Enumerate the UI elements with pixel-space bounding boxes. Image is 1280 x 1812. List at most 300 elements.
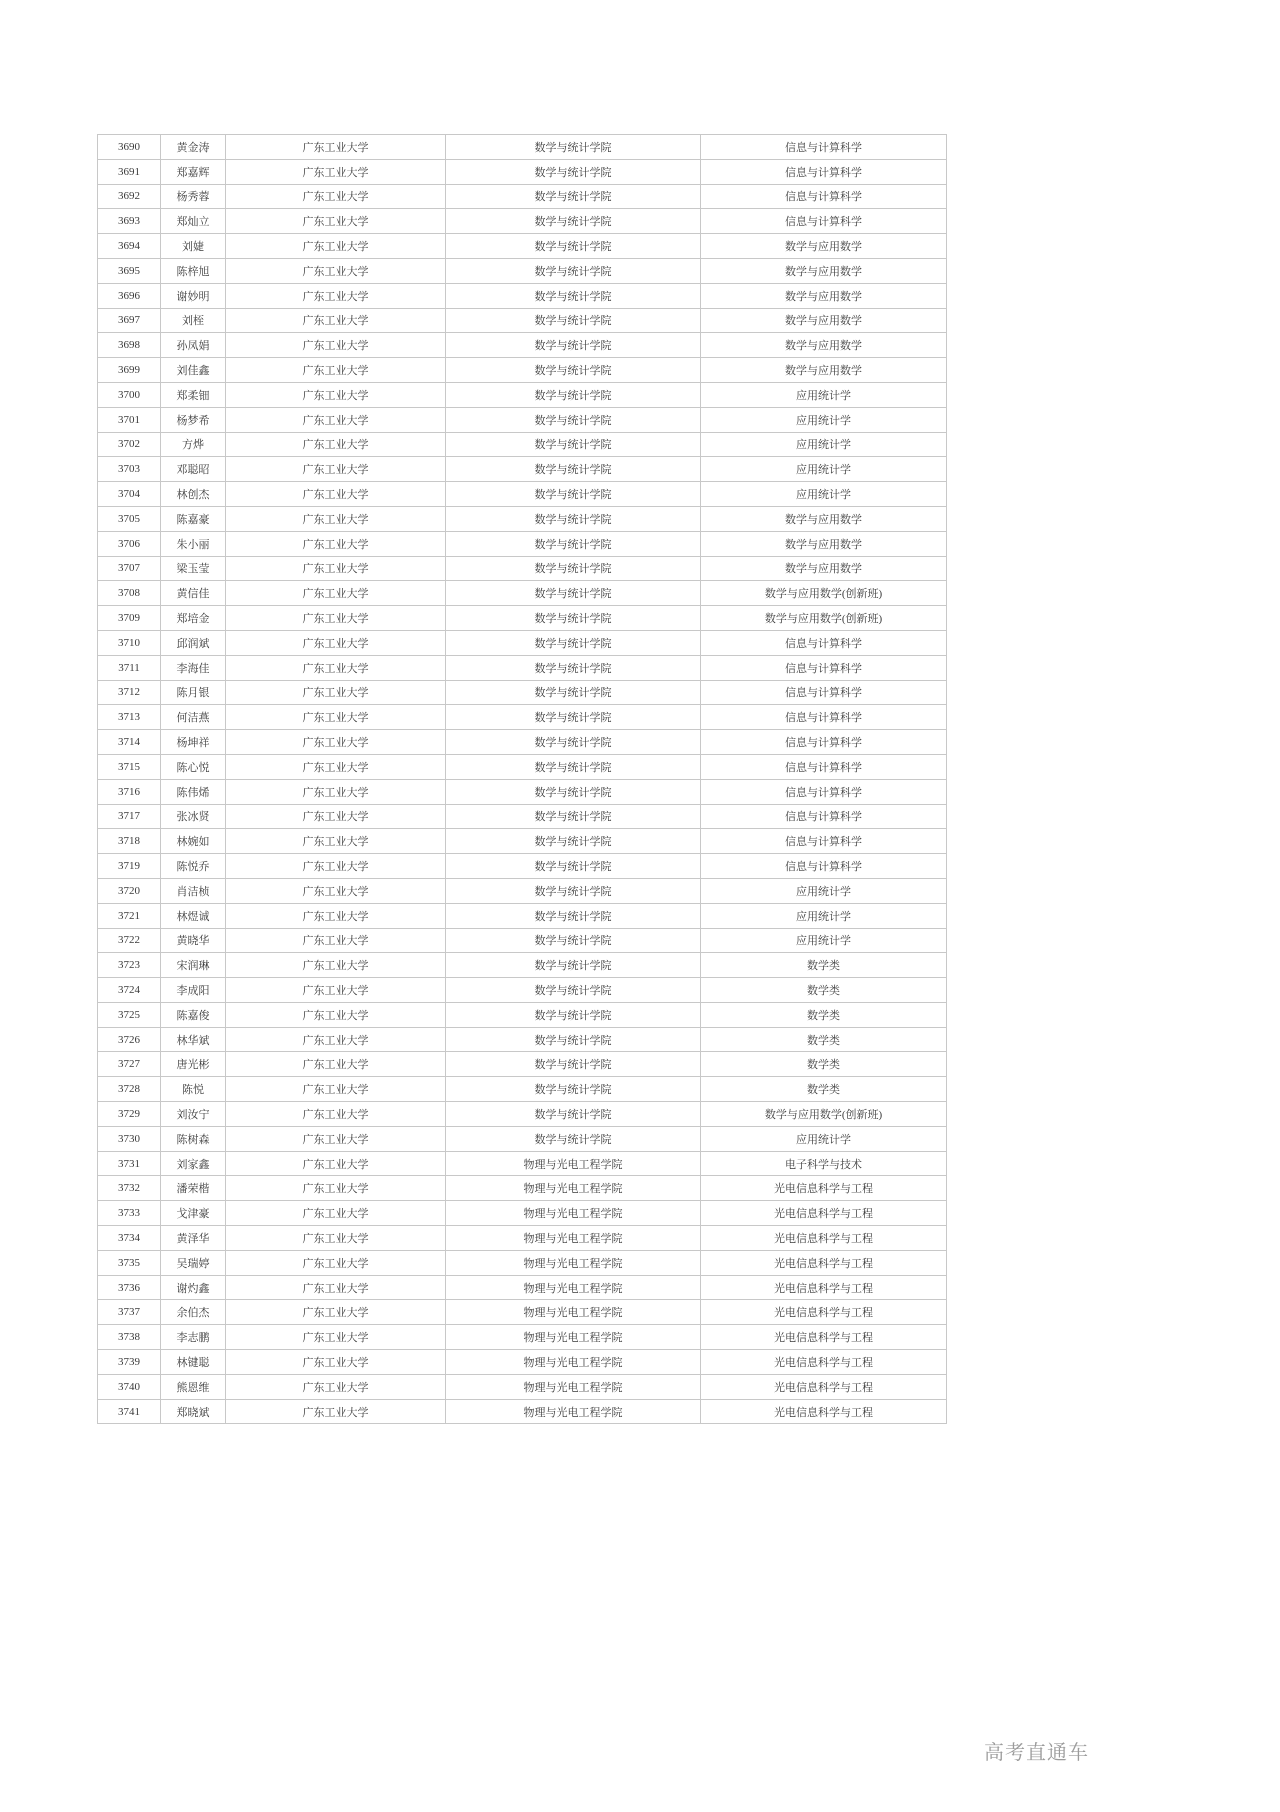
table-row [98, 283, 947, 308]
table-row [98, 457, 947, 482]
cell-name: 李成阳 [161, 978, 226, 1003]
cell-college: 数学与统计学院 [446, 1002, 701, 1027]
cell-major: 数学类 [701, 1077, 947, 1102]
table-row [98, 804, 947, 829]
cell-college: 数学与统计学院 [446, 829, 701, 854]
cell-university: 广东工业大学 [226, 407, 446, 432]
table-row [98, 382, 947, 407]
cell-id: 3701 [98, 407, 161, 432]
cell-name: 陈悦乔 [161, 854, 226, 879]
cell-university: 广东工业大学 [226, 234, 446, 259]
table-row [98, 705, 947, 730]
table-row [98, 234, 947, 259]
cell-college: 数学与统计学院 [446, 878, 701, 903]
cell-university: 广东工业大学 [226, 1250, 446, 1275]
cell-name: 林键聪 [161, 1350, 226, 1375]
cell-name: 刘汝宁 [161, 1102, 226, 1127]
cell-name: 孙凤娟 [161, 333, 226, 358]
cell-id: 3718 [98, 829, 161, 854]
cell-id: 3690 [98, 135, 161, 160]
cell-id: 3739 [98, 1350, 161, 1375]
cell-id: 3725 [98, 1002, 161, 1027]
cell-university: 广东工业大学 [226, 1300, 446, 1325]
table-row [98, 1374, 947, 1399]
student-roster-table [97, 134, 947, 1424]
cell-university: 广东工业大学 [226, 1027, 446, 1052]
cell-university: 广东工业大学 [226, 432, 446, 457]
table-row [98, 1176, 947, 1201]
cell-id: 3710 [98, 630, 161, 655]
cell-id: 3704 [98, 482, 161, 507]
cell-name: 陈树森 [161, 1126, 226, 1151]
table-row [98, 407, 947, 432]
cell-id: 3700 [98, 382, 161, 407]
cell-major: 应用统计学 [701, 903, 947, 928]
cell-id: 3702 [98, 432, 161, 457]
cell-university: 广东工业大学 [226, 382, 446, 407]
table-row [98, 432, 947, 457]
cell-name: 肖洁桢 [161, 878, 226, 903]
cell-major: 光电信息科学与工程 [701, 1226, 947, 1251]
cell-name: 谢妙明 [161, 283, 226, 308]
table-row [98, 358, 947, 383]
table-row [98, 754, 947, 779]
cell-name: 谢灼鑫 [161, 1275, 226, 1300]
cell-college: 物理与光电工程学院 [446, 1275, 701, 1300]
table-row [98, 1077, 947, 1102]
cell-major: 信息与计算科学 [701, 804, 947, 829]
cell-id: 3693 [98, 209, 161, 234]
cell-college: 数学与统计学院 [446, 1027, 701, 1052]
cell-id: 3703 [98, 457, 161, 482]
cell-university: 广东工业大学 [226, 457, 446, 482]
cell-college: 物理与光电工程学院 [446, 1176, 701, 1201]
cell-major: 数学与应用数学(创新班) [701, 606, 947, 631]
cell-university: 广东工业大学 [226, 705, 446, 730]
cell-id: 3734 [98, 1226, 161, 1251]
cell-university: 广东工业大学 [226, 1201, 446, 1226]
cell-major: 信息与计算科学 [701, 854, 947, 879]
cell-college: 数学与统计学院 [446, 457, 701, 482]
cell-id: 3711 [98, 655, 161, 680]
cell-name: 杨坤祥 [161, 730, 226, 755]
cell-university: 广东工业大学 [226, 878, 446, 903]
cell-major: 光电信息科学与工程 [701, 1176, 947, 1201]
cell-id: 3741 [98, 1399, 161, 1424]
cell-major: 数学类 [701, 978, 947, 1003]
cell-college: 数学与统计学院 [446, 854, 701, 879]
cell-major: 数学与应用数学(创新班) [701, 581, 947, 606]
cell-id: 3714 [98, 730, 161, 755]
cell-id: 3713 [98, 705, 161, 730]
cell-university: 广东工业大学 [226, 730, 446, 755]
cell-major: 应用统计学 [701, 482, 947, 507]
cell-college: 数学与统计学院 [446, 606, 701, 631]
cell-id: 3720 [98, 878, 161, 903]
cell-university: 广东工业大学 [226, 754, 446, 779]
cell-college: 物理与光电工程学院 [446, 1300, 701, 1325]
cell-college: 数学与统计学院 [446, 630, 701, 655]
cell-university: 广东工业大学 [226, 1176, 446, 1201]
cell-name: 陈月银 [161, 680, 226, 705]
cell-id: 3730 [98, 1126, 161, 1151]
table-row [98, 928, 947, 953]
table-row [98, 1399, 947, 1424]
cell-major: 信息与计算科学 [701, 135, 947, 160]
table-row [98, 1002, 947, 1027]
cell-name: 刘桎 [161, 308, 226, 333]
cell-name: 杨秀蓉 [161, 184, 226, 209]
cell-id: 3705 [98, 506, 161, 531]
cell-university: 广东工业大学 [226, 804, 446, 829]
cell-university: 广东工业大学 [226, 283, 446, 308]
cell-id: 3717 [98, 804, 161, 829]
cell-major: 光电信息科学与工程 [701, 1350, 947, 1375]
table-row [98, 978, 947, 1003]
cell-college: 物理与光电工程学院 [446, 1151, 701, 1176]
cell-college: 数学与统计学院 [446, 159, 701, 184]
cell-name: 潘荣楷 [161, 1176, 226, 1201]
cell-name: 李海佳 [161, 655, 226, 680]
cell-university: 广东工业大学 [226, 159, 446, 184]
cell-major: 应用统计学 [701, 457, 947, 482]
cell-id: 3712 [98, 680, 161, 705]
table-row [98, 1250, 947, 1275]
cell-major: 数学与应用数学 [701, 556, 947, 581]
cell-college: 数学与统计学院 [446, 482, 701, 507]
cell-major: 应用统计学 [701, 407, 947, 432]
cell-name: 郑柔钿 [161, 382, 226, 407]
cell-name: 陈梓旭 [161, 258, 226, 283]
cell-college: 数学与统计学院 [446, 655, 701, 680]
cell-name: 林婉如 [161, 829, 226, 854]
cell-id: 3708 [98, 581, 161, 606]
cell-major: 光电信息科学与工程 [701, 1300, 947, 1325]
cell-name: 梁玉莹 [161, 556, 226, 581]
cell-university: 广东工业大学 [226, 531, 446, 556]
cell-name: 黄信佳 [161, 581, 226, 606]
cell-college: 数学与统计学院 [446, 1102, 701, 1127]
table-row [98, 506, 947, 531]
table-row [98, 1325, 947, 1350]
cell-id: 3698 [98, 333, 161, 358]
cell-major: 数学与应用数学 [701, 531, 947, 556]
table-row [98, 630, 947, 655]
cell-major: 应用统计学 [701, 878, 947, 903]
cell-name: 郑培金 [161, 606, 226, 631]
cell-name: 邱润斌 [161, 630, 226, 655]
cell-major: 信息与计算科学 [701, 680, 947, 705]
cell-university: 广东工业大学 [226, 1002, 446, 1027]
cell-university: 广东工业大学 [226, 1052, 446, 1077]
cell-university: 广东工业大学 [226, 556, 446, 581]
table-row [98, 878, 947, 903]
table-row [98, 1027, 947, 1052]
cell-major: 数学与应用数学 [701, 308, 947, 333]
cell-name: 李志鹏 [161, 1325, 226, 1350]
cell-college: 数学与统计学院 [446, 705, 701, 730]
cell-college: 数学与统计学院 [446, 135, 701, 160]
cell-id: 3715 [98, 754, 161, 779]
cell-name: 方烨 [161, 432, 226, 457]
cell-college: 数学与统计学院 [446, 432, 701, 457]
cell-college: 数学与统计学院 [446, 730, 701, 755]
table-row [98, 482, 947, 507]
table-row [98, 829, 947, 854]
table-row [98, 779, 947, 804]
cell-college: 数学与统计学院 [446, 1126, 701, 1151]
cell-major: 应用统计学 [701, 432, 947, 457]
cell-major: 数学类 [701, 953, 947, 978]
table-row [98, 581, 947, 606]
cell-college: 物理与光电工程学院 [446, 1399, 701, 1424]
cell-id: 3695 [98, 258, 161, 283]
cell-name: 黄晓华 [161, 928, 226, 953]
table-row [98, 209, 947, 234]
cell-name: 陈嘉俊 [161, 1002, 226, 1027]
cell-name: 黄泽华 [161, 1226, 226, 1251]
cell-university: 广东工业大学 [226, 779, 446, 804]
cell-major: 电子科学与技术 [701, 1151, 947, 1176]
cell-major: 数学类 [701, 1002, 947, 1027]
cell-college: 数学与统计学院 [446, 928, 701, 953]
cell-id: 3728 [98, 1077, 161, 1102]
cell-university: 广东工业大学 [226, 1350, 446, 1375]
cell-major: 数学与应用数学 [701, 358, 947, 383]
cell-id: 3735 [98, 1250, 161, 1275]
cell-college: 数学与统计学院 [446, 581, 701, 606]
cell-university: 广东工业大学 [226, 854, 446, 879]
cell-major: 信息与计算科学 [701, 754, 947, 779]
cell-major: 数学类 [701, 1052, 947, 1077]
table-row [98, 135, 947, 160]
cell-id: 3716 [98, 779, 161, 804]
table-row [98, 1052, 947, 1077]
cell-university: 广东工业大学 [226, 1374, 446, 1399]
cell-major: 信息与计算科学 [701, 184, 947, 209]
table-row [98, 184, 947, 209]
cell-college: 物理与光电工程学院 [446, 1374, 701, 1399]
cell-university: 广东工业大学 [226, 829, 446, 854]
cell-id: 3692 [98, 184, 161, 209]
cell-university: 广东工业大学 [226, 1126, 446, 1151]
cell-name: 唐光彬 [161, 1052, 226, 1077]
cell-id: 3726 [98, 1027, 161, 1052]
cell-major: 光电信息科学与工程 [701, 1250, 947, 1275]
cell-college: 数学与统计学院 [446, 1077, 701, 1102]
cell-major: 数学与应用数学 [701, 506, 947, 531]
cell-id: 3706 [98, 531, 161, 556]
cell-university: 广东工业大学 [226, 184, 446, 209]
table-row [98, 333, 947, 358]
cell-university: 广东工业大学 [226, 928, 446, 953]
table-row [98, 159, 947, 184]
cell-university: 广东工业大学 [226, 1226, 446, 1251]
cell-name: 宋润琳 [161, 953, 226, 978]
cell-major: 数学与应用数学 [701, 333, 947, 358]
cell-major: 应用统计学 [701, 382, 947, 407]
cell-id: 3736 [98, 1275, 161, 1300]
cell-name: 郑灿立 [161, 209, 226, 234]
cell-name: 郑嘉辉 [161, 159, 226, 184]
cell-id: 3731 [98, 1151, 161, 1176]
cell-major: 数学与应用数学 [701, 283, 947, 308]
cell-major: 数学与应用数学 [701, 234, 947, 259]
table-row [98, 655, 947, 680]
cell-id: 3738 [98, 1325, 161, 1350]
cell-college: 物理与光电工程学院 [446, 1250, 701, 1275]
cell-name: 张冰贤 [161, 804, 226, 829]
cell-university: 广东工业大学 [226, 1151, 446, 1176]
cell-name: 吴瑞婷 [161, 1250, 226, 1275]
cell-university: 广东工业大学 [226, 358, 446, 383]
cell-university: 广东工业大学 [226, 606, 446, 631]
cell-id: 3694 [98, 234, 161, 259]
cell-university: 广东工业大学 [226, 630, 446, 655]
cell-college: 数学与统计学院 [446, 754, 701, 779]
cell-name: 余伯杰 [161, 1300, 226, 1325]
cell-university: 广东工业大学 [226, 333, 446, 358]
cell-college: 数学与统计学院 [446, 779, 701, 804]
cell-major: 光电信息科学与工程 [701, 1325, 947, 1350]
cell-university: 广东工业大学 [226, 135, 446, 160]
cell-id: 3733 [98, 1201, 161, 1226]
table-row [98, 1201, 947, 1226]
cell-university: 广东工业大学 [226, 482, 446, 507]
cell-id: 3740 [98, 1374, 161, 1399]
cell-name: 陈心悦 [161, 754, 226, 779]
table-row [98, 606, 947, 631]
cell-name: 戈津豪 [161, 1201, 226, 1226]
cell-college: 数学与统计学院 [446, 1052, 701, 1077]
cell-name: 熊恩维 [161, 1374, 226, 1399]
cell-major: 信息与计算科学 [701, 630, 947, 655]
cell-university: 广东工业大学 [226, 258, 446, 283]
cell-college: 物理与光电工程学院 [446, 1226, 701, 1251]
cell-id: 3732 [98, 1176, 161, 1201]
cell-major: 数学与应用数学 [701, 258, 947, 283]
cell-major: 光电信息科学与工程 [701, 1275, 947, 1300]
cell-college: 数学与统计学院 [446, 407, 701, 432]
cell-college: 数学与统计学院 [446, 382, 701, 407]
cell-university: 广东工业大学 [226, 308, 446, 333]
cell-university: 广东工业大学 [226, 1102, 446, 1127]
cell-college: 数学与统计学院 [446, 556, 701, 581]
table-row [98, 1350, 947, 1375]
cell-name: 刘婕 [161, 234, 226, 259]
cell-university: 广东工业大学 [226, 1325, 446, 1350]
cell-college: 数学与统计学院 [446, 953, 701, 978]
cell-college: 物理与光电工程学院 [446, 1325, 701, 1350]
cell-major: 应用统计学 [701, 1126, 947, 1151]
cell-id: 3721 [98, 903, 161, 928]
cell-major: 信息与计算科学 [701, 705, 947, 730]
table-row [98, 1275, 947, 1300]
table-row [98, 1151, 947, 1176]
cell-college: 数学与统计学院 [446, 184, 701, 209]
cell-id: 3709 [98, 606, 161, 631]
cell-id: 3696 [98, 283, 161, 308]
table-row [98, 854, 947, 879]
cell-major: 信息与计算科学 [701, 829, 947, 854]
cell-id: 3691 [98, 159, 161, 184]
cell-name: 黄金涛 [161, 135, 226, 160]
cell-id: 3724 [98, 978, 161, 1003]
cell-college: 数学与统计学院 [446, 258, 701, 283]
cell-university: 广东工业大学 [226, 1077, 446, 1102]
cell-university: 广东工业大学 [226, 1275, 446, 1300]
cell-name: 刘家鑫 [161, 1151, 226, 1176]
cell-college: 数学与统计学院 [446, 978, 701, 1003]
cell-university: 广东工业大学 [226, 953, 446, 978]
cell-name: 朱小丽 [161, 531, 226, 556]
cell-university: 广东工业大学 [226, 506, 446, 531]
cell-name: 林创杰 [161, 482, 226, 507]
cell-name: 何洁燕 [161, 705, 226, 730]
table-row [98, 1300, 947, 1325]
cell-college: 物理与光电工程学院 [446, 1350, 701, 1375]
cell-major: 信息与计算科学 [701, 730, 947, 755]
cell-id: 3699 [98, 358, 161, 383]
cell-college: 数学与统计学院 [446, 680, 701, 705]
table-row [98, 730, 947, 755]
cell-id: 3737 [98, 1300, 161, 1325]
cell-major: 光电信息科学与工程 [701, 1201, 947, 1226]
cell-major: 光电信息科学与工程 [701, 1374, 947, 1399]
cell-university: 广东工业大学 [226, 209, 446, 234]
cell-college: 物理与光电工程学院 [446, 1201, 701, 1226]
table-row [98, 531, 947, 556]
cell-major: 数学与应用数学(创新班) [701, 1102, 947, 1127]
cell-university: 广东工业大学 [226, 655, 446, 680]
cell-major: 信息与计算科学 [701, 655, 947, 680]
table-row [98, 680, 947, 705]
table-row [98, 258, 947, 283]
cell-college: 数学与统计学院 [446, 234, 701, 259]
cell-major: 应用统计学 [701, 928, 947, 953]
table-row [98, 953, 947, 978]
cell-college: 数学与统计学院 [446, 308, 701, 333]
cell-university: 广东工业大学 [226, 1399, 446, 1424]
cell-name: 邓聪昭 [161, 457, 226, 482]
cell-major: 数学类 [701, 1027, 947, 1052]
cell-university: 广东工业大学 [226, 581, 446, 606]
cell-college: 数学与统计学院 [446, 333, 701, 358]
cell-id: 3723 [98, 953, 161, 978]
cell-id: 3727 [98, 1052, 161, 1077]
cell-name: 陈悦 [161, 1077, 226, 1102]
table-row [98, 1126, 947, 1151]
cell-id: 3697 [98, 308, 161, 333]
cell-college: 数学与统计学院 [446, 804, 701, 829]
cell-id: 3719 [98, 854, 161, 879]
cell-college: 数学与统计学院 [446, 506, 701, 531]
cell-college: 数学与统计学院 [446, 358, 701, 383]
cell-college: 数学与统计学院 [446, 209, 701, 234]
table-row [98, 1102, 947, 1127]
table-row [98, 556, 947, 581]
cell-university: 广东工业大学 [226, 903, 446, 928]
table-row [98, 903, 947, 928]
cell-name: 林煜诚 [161, 903, 226, 928]
cell-id: 3722 [98, 928, 161, 953]
cell-major: 信息与计算科学 [701, 209, 947, 234]
cell-name: 杨梦希 [161, 407, 226, 432]
cell-id: 3707 [98, 556, 161, 581]
cell-college: 数学与统计学院 [446, 283, 701, 308]
cell-name: 陈嘉豪 [161, 506, 226, 531]
cell-university: 广东工业大学 [226, 978, 446, 1003]
